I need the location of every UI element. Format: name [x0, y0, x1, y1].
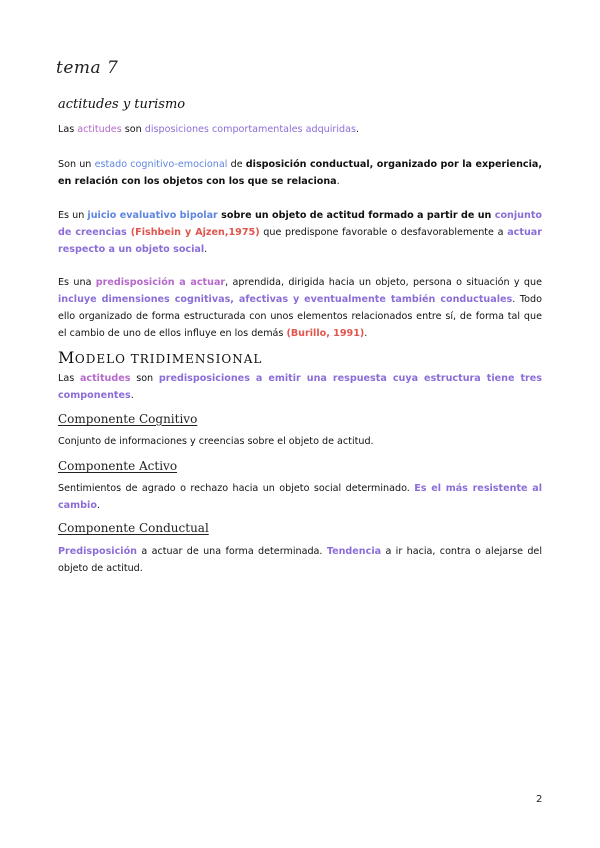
- heading-componente-conductual: Componente Conductual: [58, 521, 209, 535]
- highlight-resistente: Es el más resistente al cambio: [58, 483, 542, 511]
- highlight-estado-cognitivo: estado cognitivo-emocional: [94, 159, 228, 170]
- paragraph-model-intro: [58, 370, 542, 404]
- citation-fishbein-ajzen: (Fishbein y Ajzen,1975): [126, 227, 260, 238]
- heading-componente-activo: Componente Activo: [58, 459, 178, 473]
- citation-burillo: (Burillo, 1991): [286, 328, 365, 339]
- text-run: a ir hacia, contra o alejarse del objeto de actitud.: [58, 546, 543, 574]
- text-run: . Todo ello organizado de forma estructurada con unos elementos relacionados entre sí, de forma tal que el cambio de uno de ellos influye en los demás: [58, 294, 542, 339]
- highlight-dimensiones: incluye dimensiones cognitivas, afectivas y eventualmente también conductuales: [58, 294, 513, 305]
- text-run: son: [121, 124, 145, 135]
- highlight-tendencia: Tendencia: [326, 546, 382, 557]
- text-run: Las: [58, 373, 80, 384]
- highlight-predisposicion: Predisposición: [58, 546, 137, 557]
- text-run: que predispone favorable o desfavorablemente a: [259, 227, 508, 238]
- heading-componente-cognitivo: Componente Cognitivo: [58, 412, 198, 426]
- text-run: .: [355, 124, 360, 135]
- highlight-actitudes: actitudes: [79, 373, 131, 384]
- highlight-predisposicion-actuar: predisposición a actuar: [95, 277, 226, 288]
- highlight-actitudes: actitudes: [77, 124, 122, 135]
- text-run: Es una: [58, 277, 96, 288]
- text-run: , aprendida, dirigida hacia un objeto, persona o situación y que: [225, 277, 543, 288]
- paragraph-definition-2: [58, 156, 542, 190]
- paragraph-componente-cognitivo: Conjunto de informaciones y creencias sobre el objeto de actitud.: [58, 436, 374, 447]
- model-heading: [58, 348, 262, 367]
- text-run: .: [204, 244, 208, 255]
- text-run: a actuar de una forma determinada.: [137, 546, 327, 557]
- highlight-actuar: actuar: [507, 227, 542, 238]
- paragraph-componente-activo: [58, 480, 542, 514]
- text-run: Sentimientos de agrado o rechazo hacia un objeto social determinado.: [58, 483, 415, 494]
- section-subtitle: actitudes y turismo: [58, 97, 186, 112]
- paragraph-definition-3: [58, 207, 542, 258]
- text-run: de: [227, 159, 246, 170]
- text-run: son: [130, 373, 159, 384]
- text-run: Es un: [58, 210, 88, 221]
- bold-text-run: sobre un objeto de actitud formado a partir de un: [217, 210, 495, 221]
- text-run: Son un: [58, 159, 95, 170]
- highlight-disposiciones: disposiciones comportamentales adquiridas: [144, 124, 356, 135]
- topic-heading: tema 7: [56, 58, 119, 78]
- page-number: 2: [536, 794, 543, 805]
- text-run: .: [96, 500, 100, 511]
- text-run: .: [336, 176, 340, 187]
- bold-disposicion-conductual: disposición conductual, organizado por la experiencia, en relación con los objetos con los que se relaciona: [58, 159, 542, 187]
- heading-initial: M: [58, 348, 75, 367]
- highlight-juicio-evaluativo: juicio evaluativo bipolar: [87, 210, 218, 221]
- paragraph-componente-conductual: [58, 543, 542, 577]
- text-run: Las: [58, 124, 78, 135]
- highlight-objeto-social: respecto a un objeto social: [58, 244, 205, 255]
- highlight-conjunto-creencias: conjunto de creencias: [58, 210, 542, 238]
- text-run: .: [130, 390, 134, 401]
- paragraph-definition-1: [58, 121, 542, 138]
- paragraph-definition-4: [58, 274, 542, 342]
- text-run: .: [364, 328, 368, 339]
- heading-rest: ODELO TRIDIMENSIONAL: [74, 352, 263, 366]
- highlight-predisposiciones: predisposiciones a emitir una respuesta cuya estructura tiene tres componentes: [58, 373, 542, 401]
